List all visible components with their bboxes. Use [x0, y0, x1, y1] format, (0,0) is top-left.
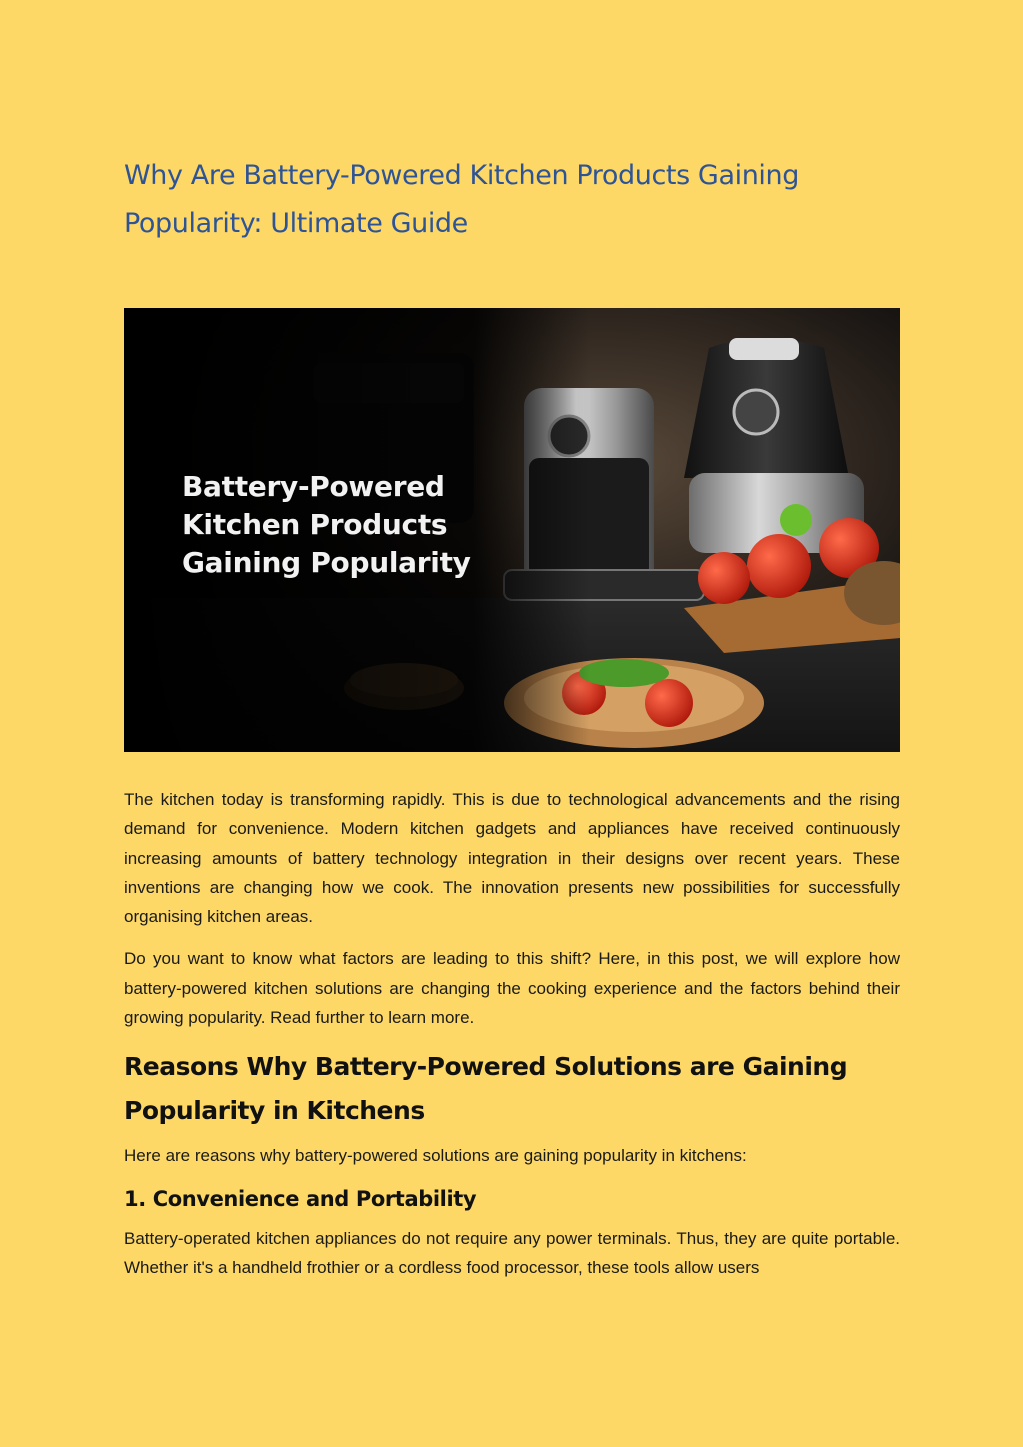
hero-caption-line: Kitchen Products: [182, 508, 448, 541]
subsection-text: Battery-operated kitchen appliances do not require any power terminals. Thus, they are quite portable. Whether it's a handheld frothier or a cordless food processor, these tools allow users: [124, 1228, 900, 1277]
article-title: Why Are Battery-Powered Kitchen Products Gaining Popularity: Ultimate Guide: [124, 160, 799, 239]
section-heading: Reasons Why Battery-Powered Solutions are Gaining Popularity in Kitchens: [124, 1052, 848, 1126]
body-paragraph: The kitchen today is transforming rapidly. This is due to technological advancements and the rising demand for convenience. Modern kitchen gadgets and appliances have received continuously increasing amounts of battery technology integration in their designs over recent years. These inventions are changing how we cook. The innovation presents new possibilities for successfully organising kitchen areas.: [124, 790, 900, 927]
hero-caption-line: Gaining Popularity: [182, 546, 471, 579]
section-intro: Here are reasons why battery-powered solutions are gaining popularity in kitchens:: [124, 1146, 747, 1166]
body-paragraph: Do you want to know what factors are leading to this shift? Here, in this post, we will explore how battery-powered kitchen solutions are changing the cooking experience and the factors behind their growing popularity. Read further to learn more.: [124, 949, 900, 1028]
subsection-text-clip: [124, 1224, 900, 1282]
hero-caption-line: Battery-Powered: [182, 470, 445, 503]
hero-caption: [182, 468, 512, 582]
article-body: [124, 785, 900, 1282]
subsection-heading: 1. Convenience and Portability: [124, 1186, 477, 1211]
hero-image: [124, 308, 900, 752]
